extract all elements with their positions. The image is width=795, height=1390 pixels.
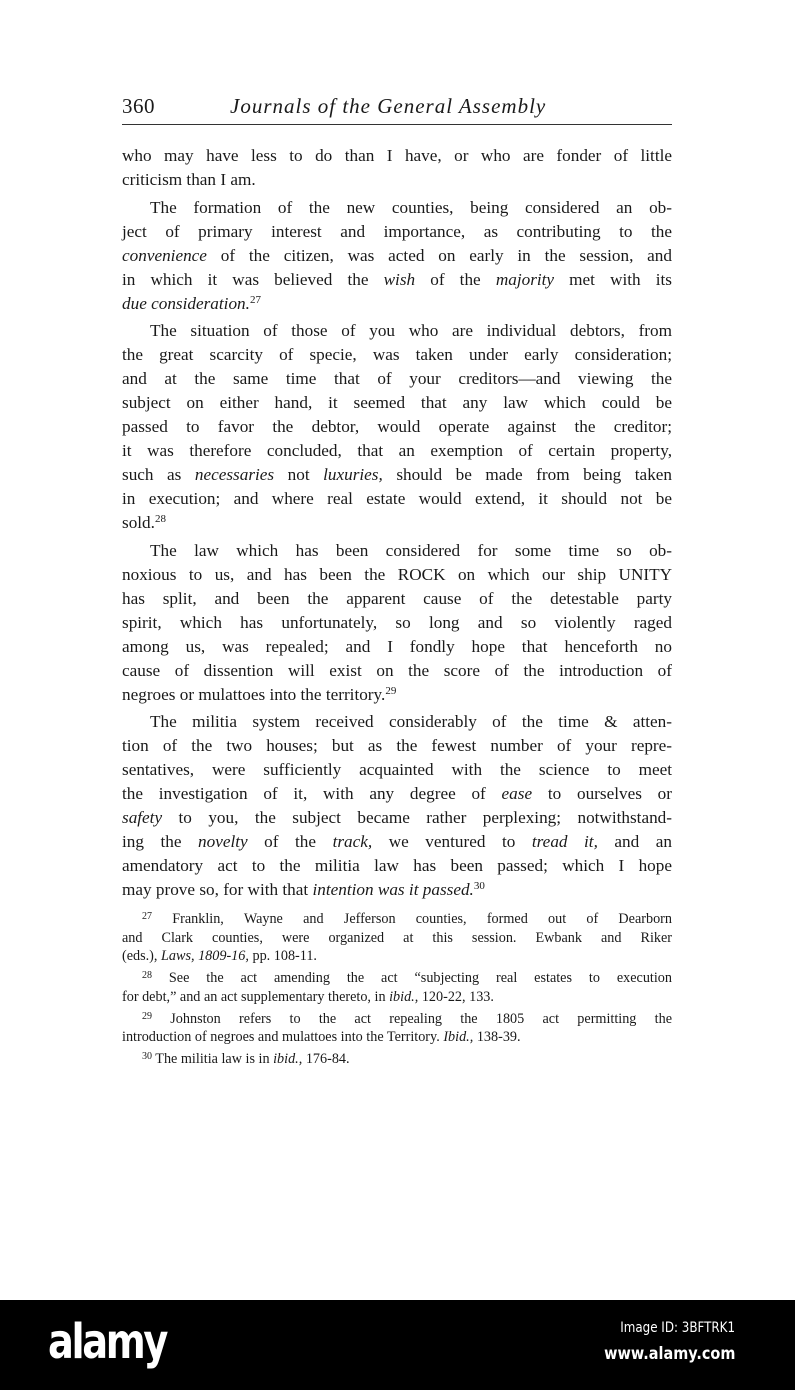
text-run: (eds.), (122, 948, 162, 964)
text-run: who may have less to do than I have, or who are fonder of little (122, 146, 672, 165)
text-run: cause of dissention will exist on the score of the introduction of (122, 660, 672, 680)
footnote-ref: 28 (142, 970, 152, 981)
italic-text: tread it, (531, 832, 598, 851)
footnote-ref: 29 (142, 1010, 152, 1022)
text-run: criticism than I am. (122, 170, 256, 189)
paragraph (122, 196, 672, 316)
text-line (122, 854, 672, 878)
footnote-ref: 27 (142, 911, 152, 922)
text-run: Johnston refers to the act repealing the 1805 act permitting the (152, 1010, 672, 1027)
image-id: Image ID: 3BFTRK1 (620, 1320, 735, 1336)
text-line (122, 587, 672, 611)
footnote (122, 910, 672, 966)
page-number: 360 (122, 94, 155, 118)
paragraph (122, 319, 672, 535)
footnote-ref: 30 (473, 880, 485, 892)
text-run: passed to favor the debtor, would operate against the creditor; (122, 417, 672, 436)
text-run: of the (415, 269, 496, 289)
text-run: negroes or mulattoes into the territory. (122, 684, 386, 704)
text-run: ject of primary interest and importance, as contributing to the (122, 221, 672, 241)
text-line (122, 782, 672, 806)
text-run: such as (122, 465, 195, 484)
text-run: to you, the subject became rather perplexing; notwithstand- (162, 808, 672, 827)
text-run: met with its (554, 269, 672, 289)
text-run: The militia law is in (152, 1051, 274, 1067)
text-run: of the citizen, was acted on early in the session, and (206, 245, 672, 265)
text-line (122, 947, 672, 966)
text-run: should be made from being taken (382, 465, 673, 484)
text-line (122, 367, 672, 391)
text-line (122, 244, 672, 268)
paragraph (122, 710, 672, 902)
text-line (122, 758, 672, 782)
text-run: and an (597, 832, 672, 851)
text-run: The militia system received considerably of the time & atten- (150, 712, 672, 731)
text-line (122, 1050, 672, 1069)
page-header (122, 94, 672, 125)
text-line (122, 539, 672, 563)
text-run: among us, was repealed; and I fondly hope that henceforth no (122, 636, 672, 656)
text-run: and at the same time that of your creditors—and viewing the (122, 369, 672, 388)
text-line (122, 268, 672, 292)
italic-text: intention was it passed. (312, 880, 474, 899)
text-run: has split, and been the apparent cause of the detestable party (122, 588, 672, 608)
italic-text: Laws, 1809-16, (161, 948, 249, 964)
text-line (122, 878, 672, 902)
text-line (122, 144, 672, 168)
italic-text: ibid., (389, 988, 419, 1005)
text-line (122, 1010, 672, 1029)
italic-text: ease (501, 784, 533, 803)
text-run: See the act amending the act “subjecting real estates to execution (152, 970, 672, 986)
text-line (122, 319, 672, 343)
text-line (122, 439, 672, 463)
paragraph (122, 144, 672, 192)
text-run: 138-39. (473, 1029, 521, 1045)
text-line (122, 611, 672, 635)
text-line (122, 988, 672, 1007)
text-run: may prove so, for with that (122, 880, 313, 899)
italic-text: track, (332, 832, 373, 851)
text-run: it was therefore concluded, that an exemption of certain property, (122, 441, 672, 460)
footnote-ref: 30 (142, 1051, 152, 1062)
text-run: tion of the two houses; but as the fewest number of your repre- (122, 736, 672, 755)
footnote-ref: 28 (154, 513, 166, 525)
text-run: of the (247, 832, 333, 851)
text-run: the investigation of it, with any degree of (122, 784, 502, 803)
italic-text: novelty (198, 832, 248, 851)
watermark-bar (0, 1300, 795, 1390)
text-run: spirit, which has unfortunately, so long and so violently raged (122, 612, 672, 632)
footnote-ref: 29 (385, 684, 397, 697)
text-line (122, 710, 672, 734)
footnotes (122, 910, 672, 1072)
text-run: The formation of the new counties, being considered an ob- (150, 197, 672, 217)
italic-text: ibid., (273, 1051, 303, 1067)
alamy-logo: alamy (48, 1314, 167, 1370)
text-run: pp. 108-11. (248, 948, 317, 964)
footnote (122, 969, 672, 1006)
text-line (122, 635, 672, 659)
text-line (122, 415, 672, 439)
footnote (122, 1050, 672, 1069)
text-run: noxious to us, and has been the ROCK on which our ship UNITY (122, 564, 672, 584)
paragraph (122, 539, 672, 707)
site-url: www.alamy.com (603, 1344, 735, 1364)
running-head: Journals of the General Assembly (230, 94, 547, 118)
text-line (122, 683, 672, 707)
text-run: to ourselves or (532, 784, 672, 803)
text-run: 120-22, 133. (418, 988, 494, 1005)
text-line (122, 910, 672, 929)
text-run: sold. (122, 513, 155, 532)
italic-text: due consideration. (122, 293, 250, 313)
text-line (122, 734, 672, 758)
text-run: amendatory act to the militia law has been passed; which I hope (122, 856, 672, 875)
text-line (122, 463, 672, 487)
text-run: for debt,” and an act supplementary thereto, in (122, 988, 390, 1005)
text-run: we ventured to (372, 832, 532, 851)
italic-text: luxuries, (323, 465, 383, 484)
text-line (122, 969, 672, 988)
italic-text: majority (495, 269, 555, 289)
text-line (122, 1028, 672, 1047)
text-run: subject on either hand, it seemed that any law which could be (122, 393, 672, 412)
text-line (122, 487, 672, 511)
text-run: sentatives, were sufficiently acquainted with the science to meet (122, 760, 672, 779)
italic-text: necessaries (194, 465, 275, 484)
text-run: and Clark counties, were organized at this session. Ewbank and Riker (122, 929, 672, 946)
text-run: Franklin, Wayne and Jefferson counties, formed out of Dearborn (152, 911, 672, 927)
text-run: ing the (122, 832, 199, 851)
text-run: in which it was believed the (122, 269, 384, 289)
text-run: not (274, 465, 324, 484)
text-line (122, 659, 672, 683)
text-run: introduction of negroes and mulattoes into the Territory. (122, 1029, 444, 1045)
italic-text: wish (383, 269, 416, 289)
footnote-ref: 27 (249, 293, 261, 306)
text-line (122, 929, 672, 948)
text-run: in execution; and where real estate would extend, it should not be (122, 489, 672, 508)
text-line (122, 292, 672, 316)
text-line (122, 511, 672, 535)
text-line (122, 168, 672, 192)
text-run: 176-84. (302, 1051, 350, 1067)
footnote (122, 1010, 672, 1047)
body-text (122, 144, 672, 906)
text-line (122, 220, 672, 244)
text-run: The law which has been considered for some time so ob- (150, 540, 672, 560)
text-line (122, 196, 672, 220)
text-run: the great scarcity of specie, was taken under early consideration; (122, 345, 672, 364)
text-line (122, 806, 672, 830)
text-line (122, 343, 672, 367)
text-run: The situation of those of you who are individual debtors, from (150, 321, 672, 340)
italic-text: Ibid., (443, 1029, 474, 1045)
text-line (122, 563, 672, 587)
text-line (122, 391, 672, 415)
italic-text: safety (122, 808, 163, 827)
text-line (122, 830, 672, 854)
italic-text: convenience (122, 245, 207, 265)
